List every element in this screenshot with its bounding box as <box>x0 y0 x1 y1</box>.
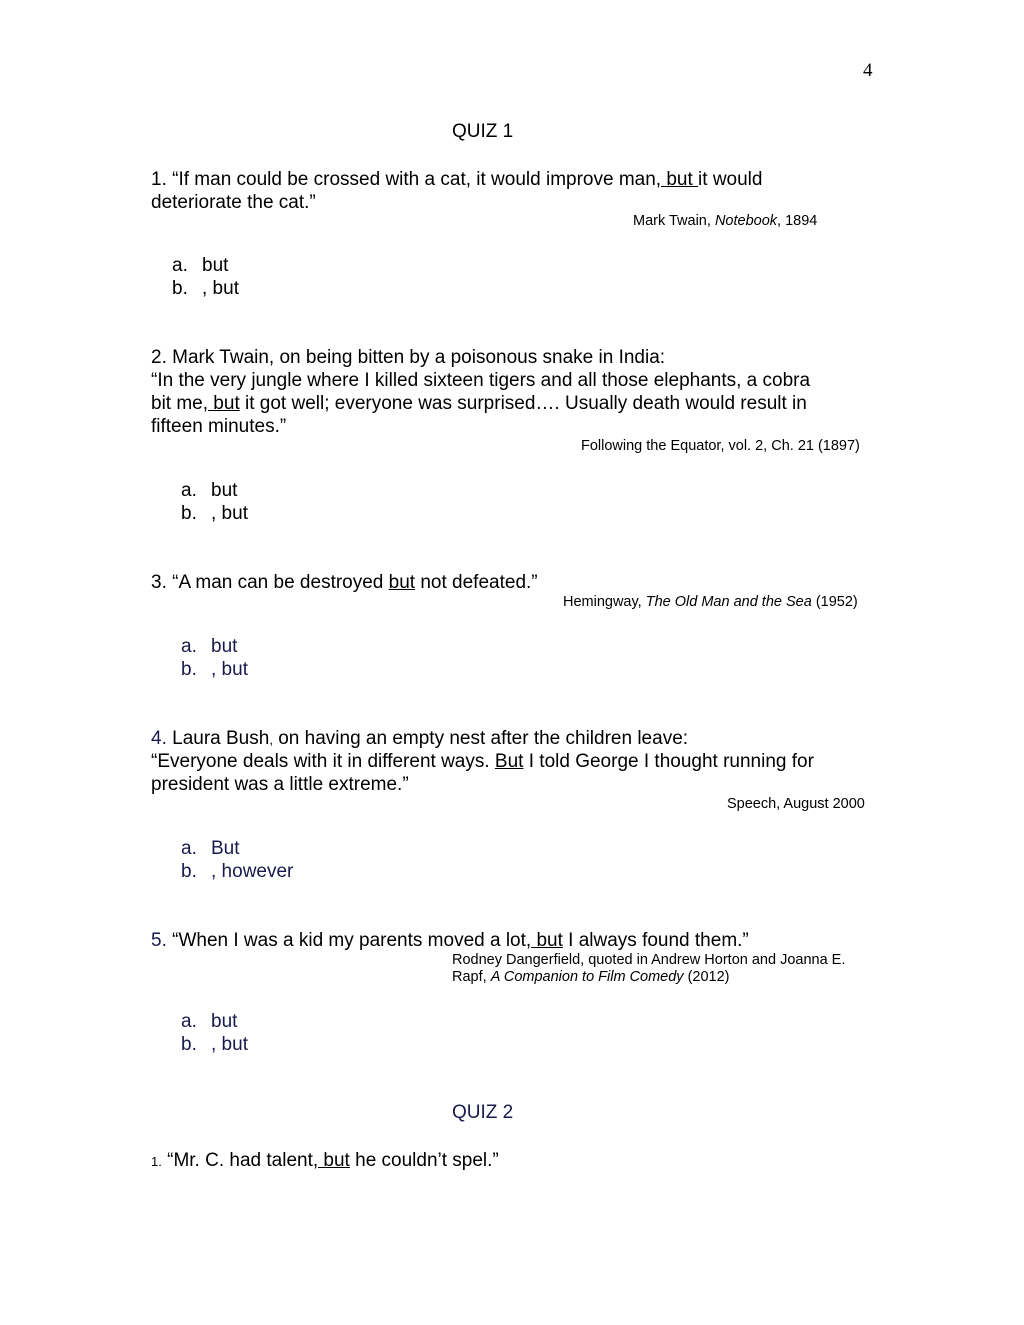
q2-line2: “In the very jungle where I killed sixteen tigers and all those elephants, a cobra <box>151 370 811 391</box>
quiz2-q1-line1: 1. “Mr. C. had talent, but he couldn’t spel.” <box>151 1150 499 1171</box>
q2-option-a: a. but <box>181 480 238 501</box>
q4-line3: president was a little extreme.” <box>151 774 409 795</box>
q1-line2: deteriorate the cat.” <box>151 192 316 213</box>
q3-option-a: a. but <box>181 636 238 657</box>
q3-line1: 3. “A man can be destroyed but not defeated.” <box>151 572 538 593</box>
q3-source: Hemingway, The Old Man and the Sea (1952) <box>563 594 858 610</box>
q2-intro: 2. Mark Twain, on being bitten by a poisonous snake in India: <box>151 347 666 368</box>
q2-line4: fifteen minutes.” <box>151 416 287 437</box>
q2-source: Following the Equator, vol. 2, Ch. 21 (1897) <box>581 438 860 454</box>
q3-option-b: b. , but <box>181 659 248 680</box>
page-number: 4 <box>863 60 873 81</box>
q4-option-b: b. , however <box>181 861 294 882</box>
q2-line3: bit me, but it got well; everyone was surprised…. Usually death would result in <box>151 393 807 414</box>
quiz2-title: QUIZ 2 <box>452 1102 514 1123</box>
q4-option-a: a. But <box>181 838 240 859</box>
q4-source: Speech, August 2000 <box>727 796 865 812</box>
q5-option-b: b. , but <box>181 1034 248 1055</box>
q4-intro: 4. Laura Bush, on having an empty nest after the children leave: <box>151 728 689 749</box>
q5-option-a: a. but <box>181 1011 238 1032</box>
q1-option-a: a. but <box>172 255 229 276</box>
q2-option-b: b. , but <box>181 503 248 524</box>
q5-line1: 5. “When I was a kid my parents moved a lot, but I always found them.” <box>151 930 749 951</box>
q1-line1: 1. “If man could be crossed with a cat, it would improve man, but it would <box>151 169 763 190</box>
q1-source: Mark Twain, Notebook, 1894 <box>633 213 818 229</box>
q4-line2: “Everyone deals with it in different ways. But I told George I thought running for <box>151 751 814 772</box>
q5-source-line1: Rodney Dangerfield, quoted in Andrew Horton and Joanna E. <box>452 952 846 968</box>
q5-source-line2: Rapf, A Companion to Film Comedy (2012) <box>452 969 730 985</box>
q1-option-b: b. , but <box>172 278 239 299</box>
quiz1-title: QUIZ 1 <box>452 121 514 142</box>
